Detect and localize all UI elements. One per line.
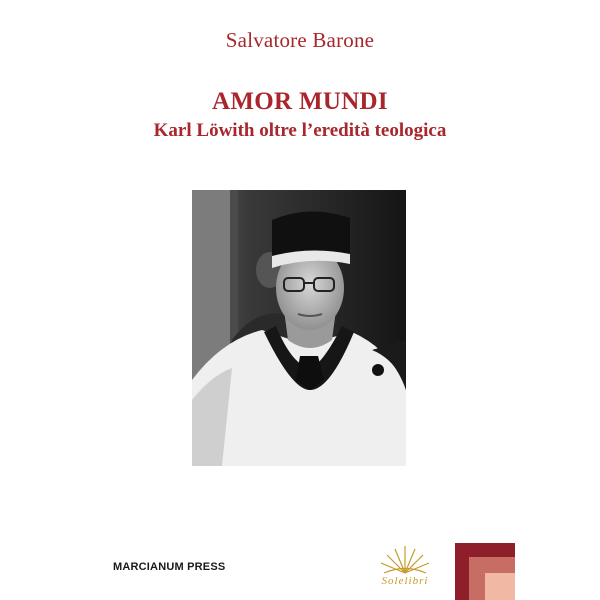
book-subtitle: Karl Löwith oltre l’eredità teologica <box>153 120 447 141</box>
cover-photo <box>192 190 406 466</box>
portrait-illustration <box>192 190 406 466</box>
book-title: AMOR MUNDI <box>212 88 388 115</box>
series-logo-text: Solelibri <box>381 575 429 587</box>
author-name: Salvatore Barone <box>225 28 375 52</box>
decorative-squares <box>455 543 515 600</box>
publisher-name: MARCIANUM PRESS <box>113 561 226 573</box>
